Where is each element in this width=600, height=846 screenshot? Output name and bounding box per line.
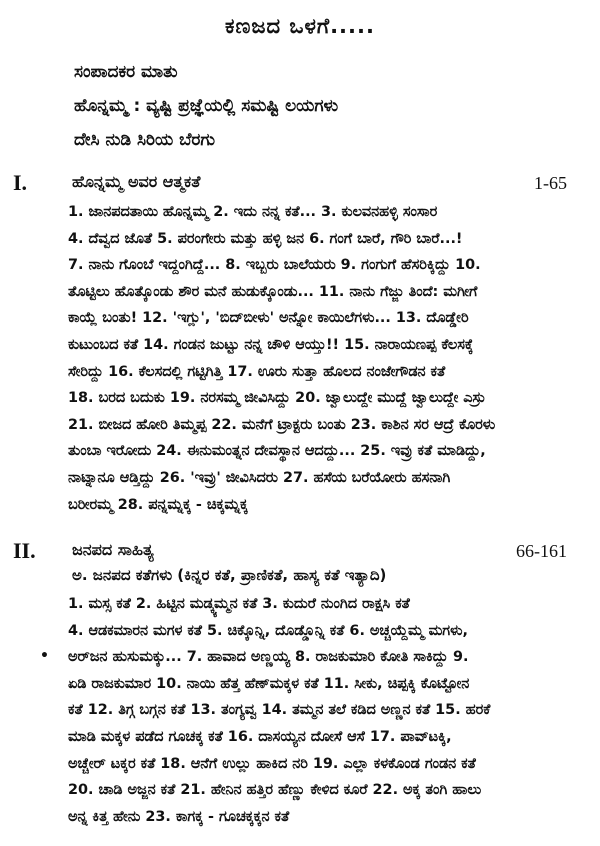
- chapter-list-line: ನಾಟ್ನಾನೂ ಆಡ್ತಿದ್ದು 26. 'ಇವ್ರು' ಜೀವಿಸಿದರು 27. ಹಸೆಯ ಬರೆಯೋರು ಹಸನಾಗಿ: [68, 469, 451, 486]
- section-2-page-range: 66-161: [516, 541, 567, 561]
- chapter-list-line: ಬರೀರಮ್ಮ 28. ಪನ್ನಮ್ನಕ್ಕ - ಚಿಕ್ಕಮ್ನಕ್ಕ: [68, 496, 248, 513]
- story-list-line: 4. ಆಡಕಮಾರನ ಮಗಳ ಕತೆ 5. ಚಿಕ್ಕೊನ್ನಿ, ದೊಡ್ಡೊನ್ನಿ ಕತೆ 6. ಅಚ್ಚಯ್ದೆಮ್ಮ ಮಗಳು,: [68, 622, 468, 639]
- story-list-line: 1. ಮಸ್ಸ ಕತೆ 2. ಹಿಟ್ಟಿನ ಮಡ್ಕ್ಯಮ್ಮನ ಕತೆ 3. ಕುದುರೆ ನುಂಗಿದ ರಾಕ್ಷಸಿ ಕತೆ: [68, 596, 410, 612]
- section-2-number: II.: [13, 538, 36, 563]
- chapter-list-line: ಕುಟುಂಬದ ಕತೆ 14. ಗಂಡನ ಜುಟ್ಟು ನನ್ನ ಚೌಳಿ ಆಯ್ತು!! 15. ನಾರಾಯಣಪ್ಪ ಕೆಲಸಕ್ಕೆ: [68, 336, 474, 353]
- section-2-subtitle: ಅ. ಜನಪದ ಕತೆಗಳು (ಕಿನ್ನರ ಕತೆ, ಪ್ರಾಣಿಕತೆ, ಹಾಸ್ಯ ಕತೆ ಇತ್ಯಾದಿ): [72, 566, 387, 584]
- section-1-number: I.: [13, 170, 28, 195]
- intro-desi-nudi: ದೇಸಿ ನುಡಿ ಸಿರಿಯ ಬೆರಗು: [74, 130, 216, 150]
- story-list-line: ಏಡಿ ರಾಜಕುಮಾರ 10. ನಾಯಿ ಹೆತ್ತ ಹೆಣ್‌ಮಕ್ಕಳ ಕತೆ 11. ಸೀಕು, ಚಿಪ್ಪಕ್ಕಿ ಕೊಟ್ಟೋನ: [68, 675, 470, 692]
- chapter-list-line: ಕಾಯ್ಲೆ ಬಂತು! 12. 'ಇಗ್ಲು', 'ಬಿದ್‌ಬೀಳು' ಅನ್ನೋ ಕಾಯಿಲೆಗಳು... 13. ದೊಡ್ಡೇರಿ: [68, 310, 469, 327]
- chapter-list-line: ಸೇರಿದ್ದು 16. ಕೆಲಸದಲ್ಲಿ ಗಟ್ಟಿಗಿತ್ತಿ 17. ಊರು ಸುತ್ತಾ ಹೊಲದ ನಂಜೇಗೌಡನ ಕತೆ: [68, 363, 446, 380]
- chapter-list-line: 1. ಜಾನಪದತಾಯಿ ಹೊನ್ನಮ್ಮ 2. ಇದು ನನ್ನ ಕತೆ... 3. ಕುಲವನಹಳ್ಳಿ ಸಂಸಾರ: [68, 204, 438, 220]
- section-1-chapter-list: [68, 199, 586, 518]
- intro-editors-note: ಸಂಪಾದಕರ ಮಾತು: [74, 62, 178, 82]
- chapter-list-line: 7. ನಾನು ಗೊಂಬೆ ಇದ್ದಂಗಿದ್ದೆ... 8. ಇಬ್ಬರು ಬಾಲೆಯರು 9. ಗಂಗುಗೆ ಹೆಸರಿಕ್ಕಿದ್ದು 10.: [68, 257, 481, 274]
- chapter-list-line: ತೊಟ್ಟಿಲು ಹೊತ್ಕೊಂಡು ಶೌರ ಮನೆ ಹುಡುಕ್ಕೊಂಡು... 11. ನಾನು ಗೆಜ್ಜು ತಿಂದೆ: ಮಗೀಗೆ: [68, 283, 478, 300]
- page-title: ಕಣಜದ ಒಳಗೆ.....: [225, 14, 375, 38]
- story-list-line: ಅಚ್ಚೇರ್ ಟಕ್ಕರ ಕತೆ 18. ಆನೆಗೆ ಉಲ್ಲು ಹಾಕಿದ ನರಿ 19. ಎಲ್ಲಾ ಕಳಕೊಂಡ ಗಂಡನ ಕತೆ: [68, 755, 476, 772]
- section-1-title: ಹೊನ್ನಮ್ಮ ಅವರ ಆತ್ಮಕತೆ: [72, 172, 201, 191]
- stray-mark: •: [40, 648, 49, 664]
- section-2-story-list: [68, 591, 586, 830]
- story-list-line: ಕತೆ 12. ತಿಗ್ಗ ಬಗ್ಗನ ಕತೆ 13. ತಂಗ್ಯವ್ವ 14. ತಮ್ಮನ ತಲೆ ಕಡಿದ ಅಣ್ಣನ ಕತೆ 15. ಹರಕೆ: [68, 702, 491, 719]
- story-list-line: ಅನ್ನ ಕಿತ್ತ ಹೇನು 23. ಕಾಗಕ್ಕ - ಗೂಚಕ್ಕಕ್ಕನ ಕತೆ: [68, 808, 290, 825]
- story-list-line: ಮಾಡಿ ಮಕ್ಕಳ ಪಡೆದ ಗೂಚಕ್ಕ ಕತೆ 16. ದಾಸಯ್ಯನ ದೋಸೆ ಆಸೆ 17. ಪಾವ್‌ಟಕ್ಕಿ,: [68, 728, 452, 745]
- chapter-list-line: 21. ಬೀಜದ ಹೋರಿ ತಿಮ್ಮಪ್ಪ 22. ಮನೆಗೆ ಟ್ರಾಕ್ಟರು ಬಂತು 23. ಕಾಶಿನ ಸರ ಆದ್ರೆ ಕೊರಳು: [68, 416, 496, 433]
- story-list-line: ಅರ್‌ಜನ ಹುಸುಮಕ್ಕು... 7. ಹಾವಾದ ಅಣ್ಣಯ್ಯ 8. ರಾಜಕುಮಾರಿ ಕೋತಿ ಸಾಕಿದ್ದು 9.: [68, 649, 469, 666]
- chapter-list-line: ತುಂಬಾ ಇರೋದು 24. ಈನುಮಂತ್ನನ ದೇವಸ್ಥಾನ ಆದದ್ದು... 25. ಇವ್ರು ಕತೆ ಮಾಡಿದ್ದು,: [68, 443, 486, 460]
- section-2-title: ಜನಪದ ಸಾಹಿತ್ಯ: [72, 540, 154, 559]
- chapter-list-line: 4. ದೆವ್ವದ ಜೊತೆ 5. ಪರಂಗೇರು ಮತ್ತು ಹಳ್ಳಿ ಜನ 6. ಗಂಗೆ ಬಾರೆ, ಗೌರಿ ಬಾರೆ...!: [68, 230, 463, 247]
- chapter-list-line: 18. ಬರದ ಬದುಕು 19. ನರಸಮ್ಮ ಜೀವಿಸಿದ್ದು 20. ಜ್ವಾಲುದ್ದೇ ಮುದ್ದೆ ಜ್ವಾಲುದ್ದೇ ಎಸ್ರು: [68, 390, 486, 407]
- section-1-page-range: 1-65: [534, 173, 567, 193]
- intro-honnamma-essay: ಹೊನ್ನಮ್ಮ : ವ್ಯಷ್ಟಿ ಪ್ರಜ್ಞೆಯಲ್ಲಿ ಸಮಷ್ಟಿ ಲಯಗಳು: [74, 96, 339, 116]
- story-list-line: 20. ಚಾಡಿ ಅಜ್ಜನ ಕತೆ 21. ಹೇನಿನ ಹತ್ತಿರ ಹೆಣ್ಣು ಕೇಳಿದ ಕೂರೆ 22. ಅಕ್ಕ ತಂಗಿ ಹಾಲು: [68, 782, 482, 799]
